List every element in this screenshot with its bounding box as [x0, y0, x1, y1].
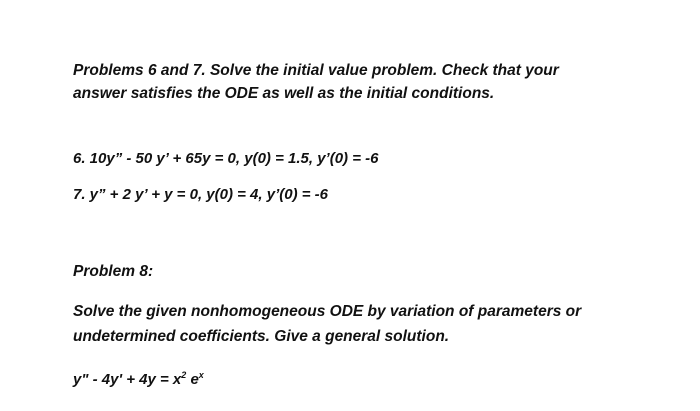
instructions-line-1: Problems 6 and 7. Solve the initial value problem. Check that your: [73, 62, 559, 79]
equation-exp-base: e: [186, 371, 199, 388]
equation-exponent-e: x: [198, 370, 204, 380]
problem-6-equation: 6. 10y” - 50 y’ + 65y = 0, y(0) = 1.5, y’(0) = -6: [73, 150, 379, 167]
problem-8-equation: [73, 371, 204, 388]
equation-exponent-x: 2: [181, 370, 187, 380]
problem-8-instructions-line-2: undetermined coefficients. Give a general solution.: [73, 328, 450, 345]
equation-lhs: y" - 4y' + 4y = x: [73, 371, 182, 388]
problem-8-title: Problem 8:: [73, 263, 154, 280]
problem-7-equation: 7. y” + 2 y’ + y = 0, y(0) = 4, y’(0) = -6: [73, 186, 329, 203]
problem-8-instructions-line-1: Solve the given nonhomogeneous ODE by variation of parameters or: [73, 303, 582, 320]
instructions-line-2: answer satisfies the ODE as well as the initial conditions.: [73, 85, 495, 102]
